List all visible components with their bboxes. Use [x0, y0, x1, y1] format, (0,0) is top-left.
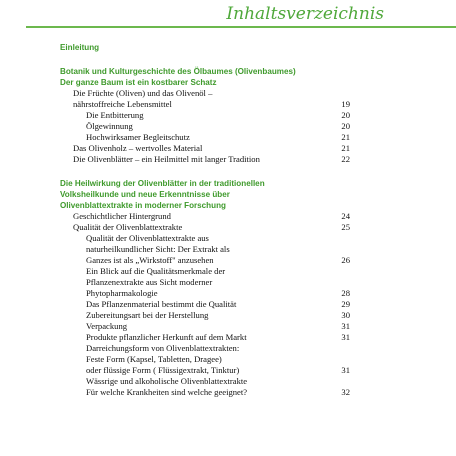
toc-entry	[60, 376, 350, 387]
toc-page-number: 26	[341, 255, 350, 265]
toc-page-number: 31	[341, 365, 350, 375]
toc-entry-title: Verpackung	[86, 321, 128, 331]
toc-entry	[60, 277, 350, 288]
toc-entry-title: Feste Form (Kapsel, Tabletten, Dragee)	[86, 354, 222, 364]
toc-entry-title: Der ganze Baum ist ein kostbarer Schatz	[60, 78, 217, 87]
toc-page-number: 30	[341, 310, 350, 320]
toc-page-number: 25	[341, 222, 350, 232]
toc-section-heading	[60, 66, 350, 77]
toc-entry	[60, 233, 350, 244]
toc-entry-title: Geschichtlicher Hintergrund	[73, 211, 171, 221]
header-rule	[26, 26, 456, 28]
table-of-contents	[60, 42, 350, 398]
toc-entry-title: Olivenblattextrakte in moderner Forschung	[60, 201, 226, 210]
toc-entry-title: Das Pflanzenmaterial bestimmt die Qualität	[86, 299, 237, 309]
toc-entry	[60, 365, 350, 376]
toc-page-number: 21	[341, 143, 350, 153]
toc-entry-title: Produkte pflanzlicher Herkunft auf dem Markt	[86, 332, 247, 342]
toc-page-number: 19	[341, 99, 350, 109]
page-title: Inhaltsverzeichnis	[226, 4, 384, 24]
toc-entry	[60, 255, 350, 266]
toc-entry-title: Phytopharmakologie	[86, 288, 158, 298]
toc-page-number: 29	[341, 299, 350, 309]
toc-section-heading	[60, 42, 350, 53]
toc-entry-title: Einleitung	[60, 43, 100, 52]
toc-page-number: 20	[341, 110, 350, 120]
toc-entry	[60, 332, 350, 343]
toc-entry	[60, 387, 350, 398]
toc-section-heading	[60, 189, 350, 200]
toc-entry-title: Die Heilwirkung der Olivenblätter in der traditionellen	[60, 179, 265, 188]
toc-entry-title: Qualität der Olivenblattextrakte aus	[86, 233, 209, 243]
toc-entry-title: Für welche Krankheiten sind welche geeignet?	[86, 387, 248, 397]
toc-section-heading	[60, 200, 350, 211]
toc-entry-title: Ölgewinnung	[86, 121, 133, 131]
toc-entry	[60, 266, 350, 277]
toc-page-number: 24	[341, 211, 350, 221]
toc-entry	[60, 143, 350, 154]
toc-entry	[60, 288, 350, 299]
toc-entry-title: naturheilkundlicher Sicht: Der Extrakt als	[86, 244, 230, 254]
toc-entry-title: nährstoffreiche Lebensmittel	[73, 99, 172, 109]
toc-entry-title: Die Olivenblätter – ein Heilmittel mit langer Tradition	[73, 154, 260, 164]
toc-entry-title: Pflanzenextrakte aus Sicht moderner	[86, 277, 213, 287]
toc-page-number: 32	[341, 387, 350, 397]
toc-entry	[60, 310, 350, 321]
toc-page-number: 31	[341, 321, 350, 331]
toc-entry	[60, 244, 350, 255]
toc-entry	[60, 222, 350, 233]
toc-entry-title: Darreichungsform von Olivenblattextrakten:	[86, 343, 240, 353]
toc-entry	[60, 121, 350, 132]
toc-entry-title: oder flüssige Form ( Flüssigextrakt, Tinktur)	[86, 365, 240, 375]
toc-section-heading	[60, 77, 350, 88]
toc-page-number: 22	[341, 154, 350, 164]
toc-entry-title: Zubereitungsart bei der Herstellung	[86, 310, 209, 320]
toc-entry-title: Volksheilkunde und neue Erkenntnisse über	[60, 190, 230, 199]
toc-entry	[60, 99, 350, 110]
toc-entry-title: Botanik und Kulturgeschichte des Ölbaumes (Olivenbaumes)	[60, 67, 296, 76]
page-header	[26, 0, 456, 28]
toc-entry-title: Die Entbitterung	[86, 110, 144, 120]
toc-entry	[60, 132, 350, 143]
toc-entry	[60, 211, 350, 222]
toc-entry	[60, 88, 350, 99]
toc-entry	[60, 321, 350, 332]
toc-entry-title: Ganzes ist als „Wirkstoff" anzusehen	[86, 255, 214, 265]
toc-entry-title: Hochwirksamer Begleitschutz	[86, 132, 190, 142]
toc-page-number: 28	[341, 288, 350, 298]
toc-entry	[60, 354, 350, 365]
toc-entry	[60, 343, 350, 354]
toc-page-number: 21	[341, 132, 350, 142]
toc-entry-title: Ein Blick auf die Qualitätsmerkmale der	[86, 266, 226, 276]
toc-entry-title: Qualität der Olivenblattextrakte	[73, 222, 183, 232]
toc-entry-title: Die Früchte (Oliven) und das Olivenöl –	[73, 88, 213, 98]
toc-entry	[60, 110, 350, 121]
toc-section-heading	[60, 178, 350, 189]
toc-entry-title: Wässrige und alkoholische Olivenblattextrakte	[86, 376, 248, 386]
toc-page-number: 31	[341, 332, 350, 342]
toc-entry	[60, 299, 350, 310]
toc-entry	[60, 154, 350, 165]
toc-page-number: 20	[341, 121, 350, 131]
toc-entry-title: Das Olivenholz – wertvolles Material	[73, 143, 203, 153]
